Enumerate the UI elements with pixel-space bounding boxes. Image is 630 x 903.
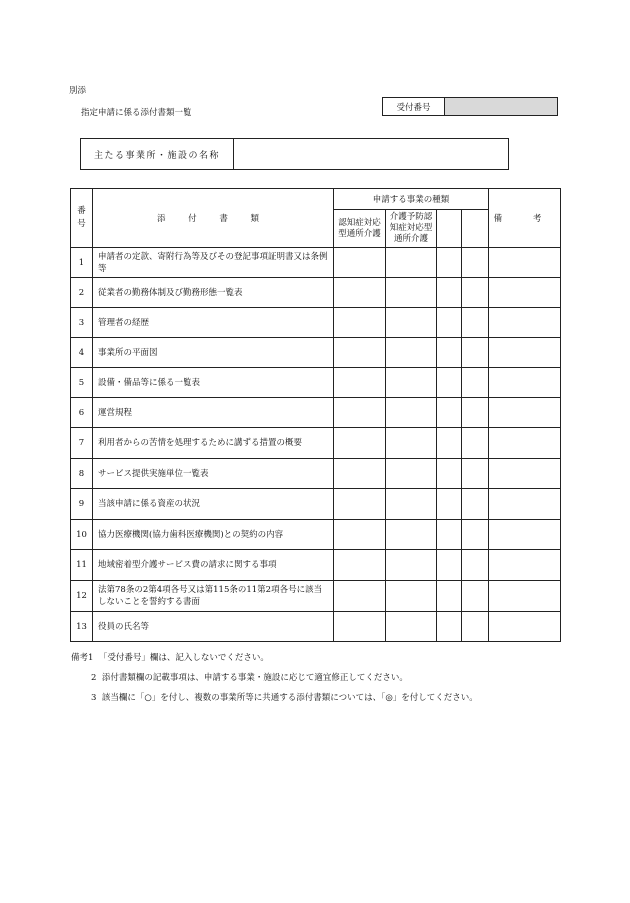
row-document-name: 協力医療機関(協力歯科医療機関)との契約の内容	[93, 520, 334, 550]
row-service-type-4-cell[interactable]	[462, 489, 489, 520]
table-row	[71, 308, 561, 338]
row-service-type-3-cell[interactable]	[437, 612, 462, 642]
row-document-name: 当該申請に係る資産の状況	[93, 489, 334, 520]
row-document-name: サービス提供実施単位一覧表	[93, 459, 334, 489]
row-document-name: 運営規程	[93, 398, 334, 428]
row-service-type-2-cell[interactable]	[386, 368, 437, 398]
header-service-type-1-text: 認知症対応型通所介護	[338, 217, 381, 239]
row-remarks-cell[interactable]	[489, 308, 561, 338]
row-remarks-cell[interactable]	[489, 278, 561, 308]
attachment-label: 別添	[69, 86, 87, 96]
row-service-type-4-cell[interactable]	[462, 520, 489, 550]
page-title: 指定申請に係る添付書類一覧	[81, 108, 192, 118]
row-remarks-cell[interactable]	[489, 398, 561, 428]
table-row	[71, 520, 561, 550]
row-number: 5	[71, 368, 93, 398]
row-service-type-4-cell[interactable]	[462, 248, 489, 278]
row-service-type-4-cell[interactable]	[462, 612, 489, 642]
row-service-type-4-cell[interactable]	[462, 398, 489, 428]
row-service-type-2-cell[interactable]	[386, 308, 437, 338]
note-text: 該当欄に「○」を付し、複数の事業所等に共通する添付書類については、「◎」を付してください。	[101, 693, 478, 703]
row-service-type-4-cell[interactable]	[462, 428, 489, 459]
row-service-type-3-cell[interactable]	[437, 520, 462, 550]
row-service-type-2-cell[interactable]	[386, 520, 437, 550]
table-row	[71, 612, 561, 642]
row-service-type-2-cell[interactable]	[386, 278, 437, 308]
row-service-type-3-cell[interactable]	[437, 398, 462, 428]
row-service-type-3-cell[interactable]	[437, 428, 462, 459]
row-number: 13	[71, 612, 93, 642]
row-number: 4	[71, 338, 93, 368]
row-remarks-cell[interactable]	[489, 459, 561, 489]
row-document-name: 従業者の勤務体制及び勤務形態一覧表	[93, 278, 334, 308]
row-service-type-1-cell[interactable]	[334, 459, 386, 489]
row-document-name: 役員の氏名等	[93, 612, 334, 642]
table-row	[71, 368, 561, 398]
row-service-type-2-cell[interactable]	[386, 428, 437, 459]
note-text: 「受付番号」欄は、記入しないでください。	[98, 653, 269, 663]
row-document-name: 地域密着型介護サービス費の請求に関する事項	[93, 550, 334, 581]
row-number: 8	[71, 459, 93, 489]
header-number	[71, 189, 93, 248]
row-number: 6	[71, 398, 93, 428]
row-service-type-1-cell[interactable]	[334, 428, 386, 459]
row-remarks-cell[interactable]	[489, 550, 561, 581]
row-number: 1	[71, 248, 93, 278]
receipt-number-label: 受付番号	[383, 98, 445, 115]
table-row	[71, 581, 561, 612]
row-service-type-2-cell[interactable]	[386, 581, 437, 612]
facility-name-label: 主たる事業所・施設の名称	[81, 139, 234, 169]
row-service-type-1-cell[interactable]	[334, 248, 386, 278]
row-service-type-3-cell[interactable]	[437, 338, 462, 368]
row-service-type-2-cell[interactable]	[386, 550, 437, 581]
row-service-type-3-cell[interactable]	[437, 581, 462, 612]
row-service-type-2-cell[interactable]	[386, 612, 437, 642]
row-service-type-3-cell[interactable]	[437, 248, 462, 278]
row-service-type-1-cell[interactable]	[334, 612, 386, 642]
row-remarks-cell[interactable]	[489, 428, 561, 459]
row-service-type-4-cell[interactable]	[462, 550, 489, 581]
row-document-name: 設備・備品等に係る一覧表	[93, 368, 334, 398]
row-service-type-3-cell[interactable]	[437, 368, 462, 398]
table-row	[71, 338, 561, 368]
table-row	[71, 489, 561, 520]
row-number: 10	[71, 520, 93, 550]
row-service-type-4-cell[interactable]	[462, 338, 489, 368]
row-number: 3	[71, 308, 93, 338]
header-remarks: 備 考	[489, 189, 561, 248]
note-prefix: 備考1	[71, 653, 94, 663]
row-service-type-2-cell[interactable]	[386, 459, 437, 489]
row-service-type-1-cell[interactable]	[334, 338, 386, 368]
header-service-type-4	[462, 210, 489, 248]
header-number-text: 番号	[77, 206, 86, 229]
facility-name-field[interactable]	[234, 139, 508, 169]
row-document-name: 法第78条の2第4項各号又は第115条の11第2項各号に該当しないことを誓約する書面	[93, 581, 334, 612]
row-service-type-1-cell[interactable]	[334, 368, 386, 398]
row-service-type-3-cell[interactable]	[437, 550, 462, 581]
row-remarks-cell[interactable]	[489, 248, 561, 278]
row-service-type-3-cell[interactable]	[437, 459, 462, 489]
facility-name-box	[80, 138, 509, 170]
row-service-type-1-cell[interactable]	[334, 308, 386, 338]
note-number: 3	[91, 693, 97, 703]
row-service-type-4-cell[interactable]	[462, 459, 489, 489]
row-document-name: 事業所の平面図	[93, 338, 334, 368]
row-remarks-cell[interactable]	[489, 520, 561, 550]
row-service-type-1-cell[interactable]	[334, 398, 386, 428]
row-service-type-2-cell[interactable]	[386, 248, 437, 278]
row-remarks-cell[interactable]	[489, 581, 561, 612]
note-number: 2	[91, 673, 97, 683]
header-service-type-1	[334, 210, 386, 248]
row-remarks-cell[interactable]	[489, 489, 561, 520]
table-body	[71, 248, 561, 642]
table-row	[71, 459, 561, 489]
row-service-type-1-cell[interactable]	[334, 550, 386, 581]
notes-section	[71, 648, 478, 708]
row-document-name: 申請者の定款、寄附行為等及びその登記事項証明書又は条例等	[93, 248, 334, 278]
receipt-number-box	[382, 97, 558, 116]
row-service-type-4-cell[interactable]	[462, 308, 489, 338]
row-number: 11	[71, 550, 93, 581]
receipt-number-field[interactable]	[445, 98, 557, 115]
note-item	[71, 648, 478, 668]
row-number: 7	[71, 428, 93, 459]
note-item	[71, 688, 478, 708]
header-service-type-2-text: 介護予防認知症対応型通所介護	[389, 212, 433, 244]
row-service-type-1-cell[interactable]	[334, 489, 386, 520]
row-number: 9	[71, 489, 93, 520]
row-service-type-4-cell[interactable]	[462, 581, 489, 612]
row-service-type-3-cell[interactable]	[437, 489, 462, 520]
row-document-name: 管理者の経歴	[93, 308, 334, 338]
row-service-type-2-cell[interactable]	[386, 489, 437, 520]
row-remarks-cell[interactable]	[489, 338, 561, 368]
row-number: 12	[71, 581, 93, 612]
row-remarks-cell[interactable]	[489, 368, 561, 398]
table-row	[71, 278, 561, 308]
row-number: 2	[71, 278, 93, 308]
row-service-type-3-cell[interactable]	[437, 308, 462, 338]
header-service-type-2	[386, 210, 437, 248]
header-service-types: 申請する事業の種類	[334, 189, 489, 210]
row-service-type-2-cell[interactable]	[386, 338, 437, 368]
row-service-type-2-cell[interactable]	[386, 398, 437, 428]
row-service-type-4-cell[interactable]	[462, 368, 489, 398]
table-row	[71, 550, 561, 581]
table-row	[71, 428, 561, 459]
row-service-type-1-cell[interactable]	[334, 278, 386, 308]
row-remarks-cell[interactable]	[489, 612, 561, 642]
row-service-type-1-cell[interactable]	[334, 581, 386, 612]
table-row	[71, 398, 561, 428]
row-service-type-1-cell[interactable]	[334, 520, 386, 550]
note-item	[71, 668, 478, 688]
table-row	[71, 248, 561, 278]
header-documents: 添 付 書 類	[93, 189, 334, 248]
header-service-type-3	[437, 210, 462, 248]
row-service-type-3-cell[interactable]	[437, 278, 462, 308]
note-text: 添付書類欄の記載事項は、申請する事業・施設に応じて適宜修正してください。	[101, 673, 408, 683]
row-document-name: 利用者からの苦情を処理するために講ずる措置の概要	[93, 428, 334, 459]
attachment-documents-table	[70, 188, 561, 642]
row-service-type-4-cell[interactable]	[462, 278, 489, 308]
